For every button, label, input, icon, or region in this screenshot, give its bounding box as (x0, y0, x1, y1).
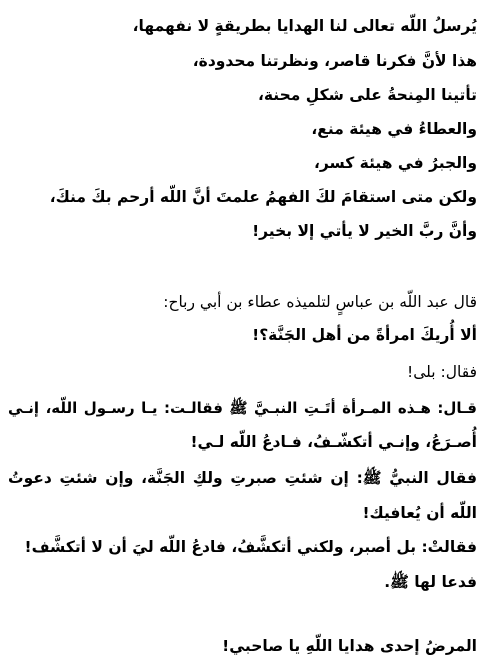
story-question: ألا أُريكَ امرأةً من أهل الجَنَّة؟! (252, 326, 477, 344)
story-narration-line-2: أُصـرَعُ، وإنـي أتكشّـفُ، فـادعُ اللّه لـي! (190, 433, 477, 451)
poem-line-6: ولكن متى استقامَ لكَ الفهمُ علمتَ أنَّ اللّه أرحم بكَ منكَ، (49, 188, 477, 206)
story-intro: قال عبد اللّه بن عباسٍ لتلميذه عطاء بن أبي رباح: (163, 293, 477, 311)
poem-line-7: وأنَّ ربَّ الخير لا يأتي إلا بخير! (252, 222, 477, 240)
story-narration-line-1: قـال: هـذه المـرأة أتَـتِ النبـيَّ ﷺ فقالـت: يـا رسـول اللّه، إنـي (8, 399, 477, 417)
story-prophet-line-1: فقال النبيُّ ﷺ: إن شئتِ صبرتِ ولكِ الجَنَّة، وإن شئتِ دعوتُ (8, 469, 477, 487)
conclusion-line: المرضُ إحدى هدايا اللّهِ يا صاحبي! (222, 637, 477, 655)
poem-line-2: هذا لأنَّ فكرنا قاصر، ونظرتنا محدودة، (192, 52, 477, 70)
poem-line-1: يُرسلُ اللّه تعالى لنا الهدايا بطريقةٍ لا نفهمها، (132, 17, 477, 35)
poem-line-4: والعطاءُ في هيئة منع، (311, 120, 477, 138)
story-prophet-line-2: اللّه أن يُعافيك! (362, 504, 477, 522)
poem-line-3: تأتينا المِنحةُ على شكلِ محنة، (257, 86, 477, 104)
poem-line-5: والجبرُ في هيئة كسر، (313, 154, 477, 172)
story-closing: فدعا لها ﷺ. (384, 573, 477, 591)
story-woman-line: فقالتْ: بل أصبر، ولكني أتكشَّفُ، فادعُ اللّه ليَ أن لا أتكشَّف! (24, 538, 477, 556)
story-answer: فقال: بلى! (407, 363, 477, 381)
